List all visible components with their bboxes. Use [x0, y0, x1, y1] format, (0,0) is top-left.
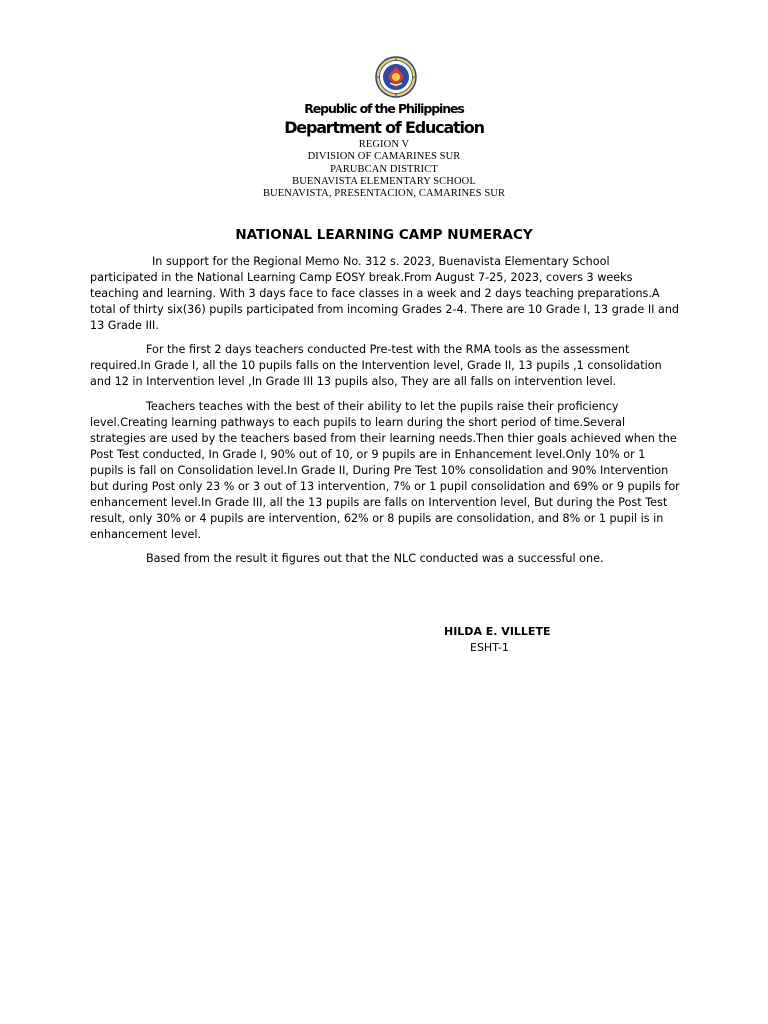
paragraph-line: result, only 30% or 4 pupils are intervention, 62% or 8 pupils are consolidation, and 8% or 1 pupil is in — [90, 512, 664, 525]
paragraph-line: total of thirty six(36) pupils participated from incoming Grades 2-4. There are 10 Grade I, 13 grade II and — [90, 303, 680, 316]
paragraph-line: 13 Grade III. — [90, 319, 159, 332]
paragraph-line: pupils is fall on Consolidation level.In Grade II, During Pre Test 10% consolidation and 90% Intervention — [90, 464, 669, 477]
paragraph-line: Post Test conducted, In Grade I, 90% out of 10, or 9 pupils are in Enhancement level.Only 10% or 1 — [90, 448, 646, 461]
paragraph-line: Based from the result it figures out that the NLC conducted was a successful one. — [146, 552, 604, 565]
school-line: BUENAVISTA ELEMENTARY SCHOOL — [292, 176, 476, 187]
republic-heading: Republic of the Philippines — [304, 101, 464, 116]
paragraph-line: enhancement level.In Grade III, all the 13 pupils are falls on Intervention level, But during the Post Test — [90, 496, 668, 509]
deped-seal-logo — [375, 56, 417, 98]
paragraph-line: level.Creating learning pathways to each pupils to learn during the short period of time.Several — [90, 416, 626, 429]
department-heading: Department of Education — [284, 118, 484, 137]
paragraph-line: required.In Grade I, all the 10 pupils falls on the Intervention level, Grade II, 13 pupils ,1 consolidation — [90, 359, 662, 372]
address-line: BUENAVISTA, PRESENTACION, CAMARINES SUR — [262, 188, 506, 199]
signatory-position: ESHT-1 — [470, 641, 509, 654]
document-title: NATIONAL LEARNING CAMP NUMERACY — [235, 227, 533, 243]
paragraph-line: participated in the National Learning Camp EOSY break.From August 7-25, 2023, covers 3 weeks — [90, 271, 633, 284]
division-line: DIVISION OF CAMARINES SUR — [307, 151, 461, 162]
paragraph-line: enhancement level. — [90, 528, 202, 541]
paragraph-line: teaching and learning. With 3 days face to face classes in a week and 2 days teaching preparations.A — [90, 287, 660, 300]
signatory-name: HILDA E. VILLETE — [444, 625, 551, 638]
paragraph-line: For the first 2 days teachers conducted Pre-test with the RMA tools as the assessment — [146, 343, 630, 356]
district-line: PARUBCAN DISTRICT — [330, 164, 438, 175]
region-line: REGION V — [358, 139, 410, 150]
paragraph-line: and 12 in Intervention level ,In Grade III 13 pupils also, They are all falls on intervention level. — [90, 375, 617, 388]
paragraph-line: but during Post only 23 % or 3 out of 13 intervention, 7% or 1 pupil consolidation and 69% or 9 pupils for — [90, 480, 680, 493]
paragraph-line: strategies are used by the teachers based from their learning needs.Then thier goals achieved when the — [90, 432, 677, 445]
paragraph-line: Teachers teaches with the best of their ability to let the pupils raise their proficiency — [146, 400, 619, 413]
paragraph-line: In support for the Regional Memo No. 312 s. 2023, Buenavista Elementary School — [152, 255, 610, 268]
